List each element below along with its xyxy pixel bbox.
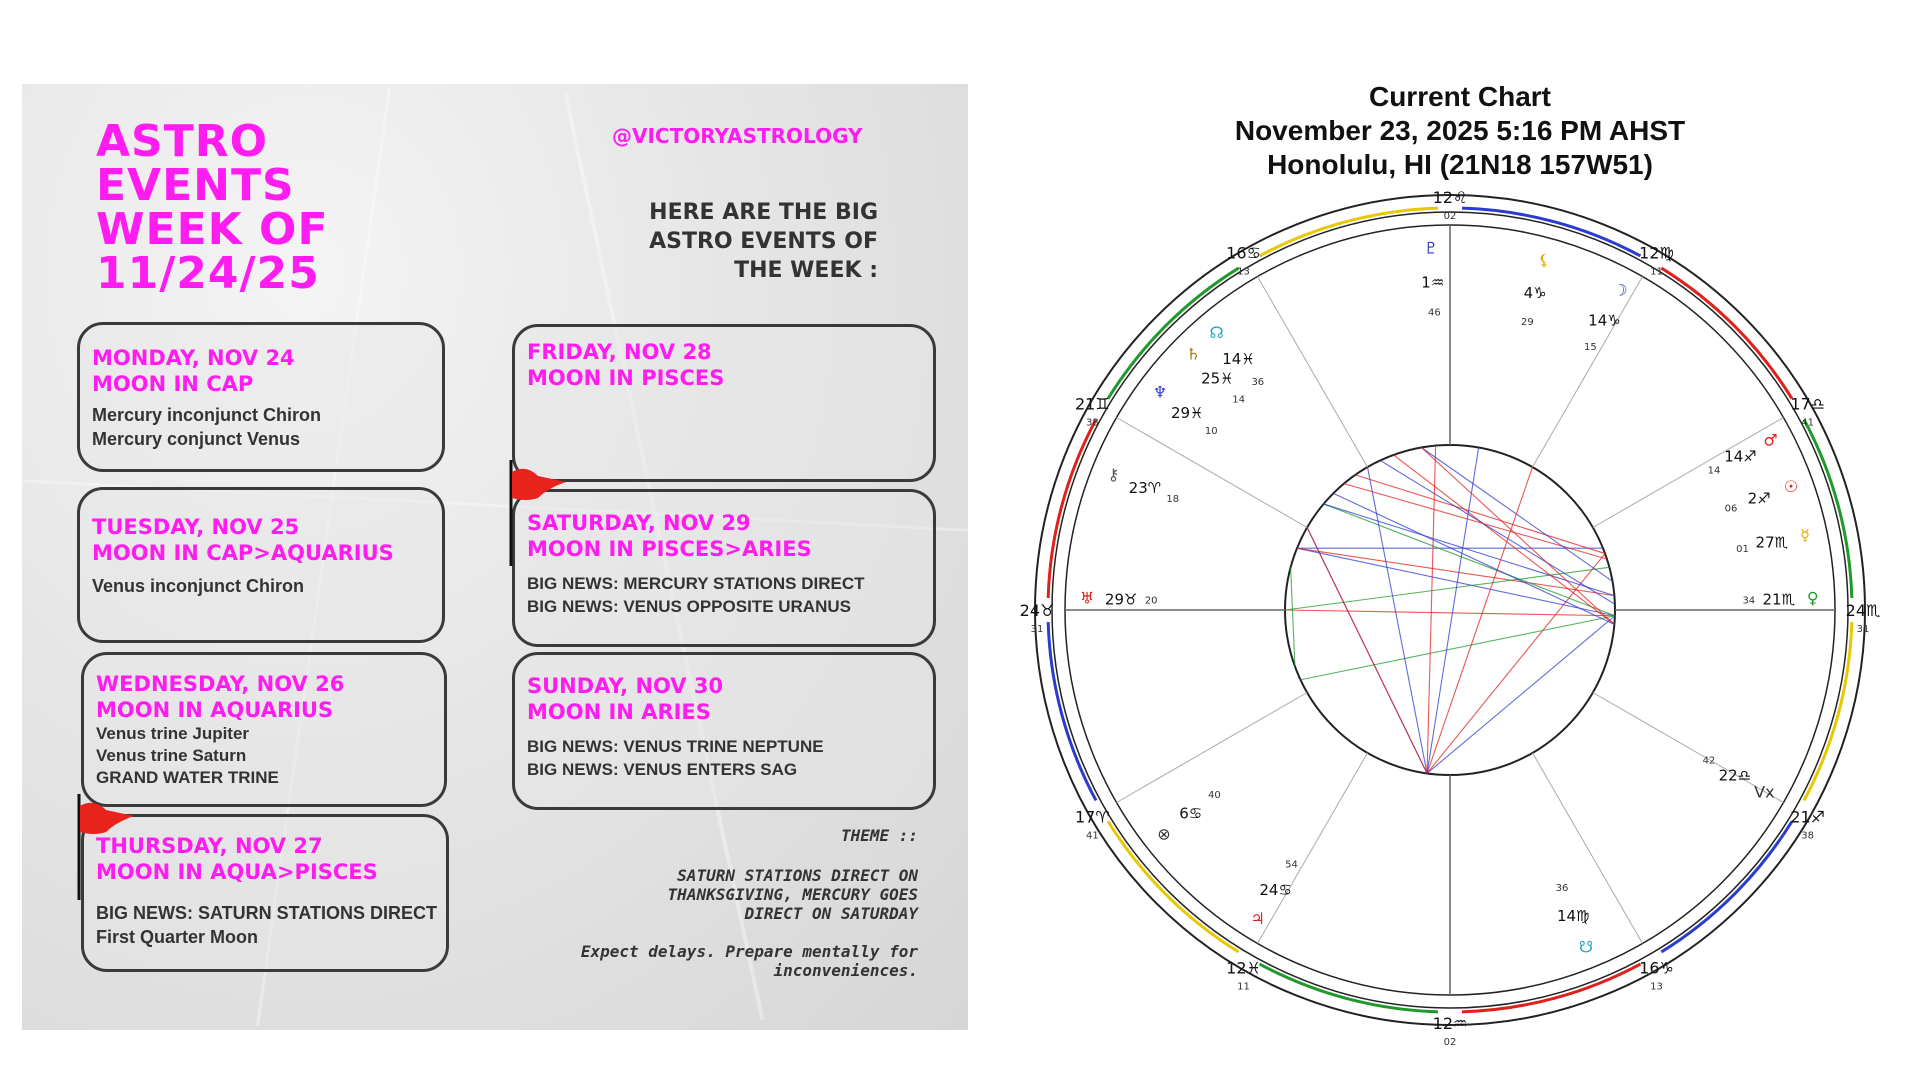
planet-minutes: 14 (1232, 394, 1245, 406)
house-cusp-line (1593, 418, 1784, 528)
planet-placement (1250, 860, 1297, 928)
planet-degree: 27♏ (1755, 533, 1789, 552)
planet-glyph-icon: ♀ (1806, 588, 1819, 608)
planet-minutes: 36 (1251, 376, 1265, 388)
theme-line: DIRECT ON SATURDAY (744, 904, 918, 923)
planet-placement (1108, 465, 1180, 505)
aspect-line (1355, 475, 1605, 554)
planet-placement (1556, 883, 1593, 956)
planet-placement (1725, 477, 1799, 515)
author-handle: @VICTORYASTROLOGY (612, 124, 863, 148)
planet-glyph-icon: ☽ (1613, 280, 1628, 300)
day-card-monday (77, 322, 445, 472)
chart-location: Honolulu, HI (21N18 157W51) (1267, 149, 1653, 180)
red-flag-icon (76, 792, 140, 902)
house-cusp-minutes: 41 (1085, 830, 1099, 842)
planet-minutes: 01 (1736, 543, 1749, 555)
day-card-wednesday (81, 652, 447, 807)
planet-placement (1584, 280, 1628, 353)
house-cusp-minutes: 31 (1030, 624, 1044, 635)
moon-sign: MOON IN PISCES (527, 366, 725, 390)
planet-glyph-icon: ⊗ (1157, 824, 1171, 844)
day-card-sunday (512, 652, 936, 810)
house-cusp-line (1258, 753, 1368, 944)
day-heading: SUNDAY, NOV 30 (527, 674, 724, 698)
planet-degree: 21♏ (1762, 590, 1796, 609)
planet-glyph-icon: ♃ (1250, 908, 1265, 928)
house-cusp-line (1533, 277, 1643, 468)
event-line: BIG NEWS: SATURN STATIONS DIRECT (96, 903, 437, 923)
day-heading: THURSDAY, NOV 27 (96, 834, 323, 858)
aspect-line (1333, 493, 1614, 624)
house-cusp-minutes: 41 (1801, 417, 1815, 429)
event-line: Mercury conjunct Venus (92, 429, 301, 449)
element-arc (1048, 622, 1096, 800)
planet-glyph-icon: ☿ (1800, 525, 1810, 545)
house-cusp-label: 12♓ (1226, 958, 1261, 978)
planet-minutes: 36 (1555, 883, 1569, 895)
element-arc (1661, 268, 1792, 399)
planet-placement (1421, 238, 1444, 318)
house-cusp-label: 16♋ (1226, 243, 1261, 263)
aspect-line (1421, 448, 1614, 625)
day-card-saturday (512, 489, 936, 647)
day-card-tuesday (77, 487, 445, 643)
house-cusp-line (1117, 693, 1308, 803)
element-arc (1804, 622, 1852, 800)
planet-glyph-icon: ☋ (1578, 937, 1594, 957)
event-line: Mercury inconjunct Chiron (92, 405, 322, 425)
element-arc (1661, 821, 1792, 952)
title-line: ASTRO (96, 116, 269, 167)
house-cusp-minutes: 02 (1443, 211, 1457, 222)
aspect-line (1427, 467, 1532, 773)
planet-degree: 2♐ (1747, 489, 1771, 508)
planet-minutes: 20 (1144, 595, 1158, 607)
note-line: inconveniences. (773, 961, 918, 980)
event-line: BIG NEWS: VENUS ENTERS SAG (527, 760, 798, 779)
day-heading: MONDAY, NOV 24 (92, 346, 295, 370)
aspect-line (1300, 616, 1614, 680)
house-cusp-label: 21♐ (1790, 807, 1826, 827)
house-cusp-minutes: 31 (1856, 624, 1870, 635)
planet-glyph-icon: ♅ (1080, 588, 1095, 608)
natal-chart-wheel (1019, 180, 1881, 1048)
house-cusp-minutes: 38 (1801, 830, 1815, 842)
house-cusp-label: 17♎ (1790, 394, 1826, 414)
house-cusp-label: 12♍ (1639, 243, 1674, 263)
day-heading: SATURDAY, NOV 29 (527, 511, 751, 535)
planet-degree: 24♋ (1259, 881, 1292, 900)
planet-minutes: 18 (1166, 493, 1180, 505)
planet-degree: 14♐ (1724, 447, 1757, 466)
house-cusp-line (1258, 277, 1368, 468)
title-line: 11/24/25 (96, 248, 320, 299)
theme-note (581, 942, 918, 980)
day-heading: TUESDAY, NOV 25 (92, 515, 300, 539)
title-line: EVENTS (96, 160, 295, 211)
planet-minutes: 46 (1427, 307, 1441, 319)
planet-glyph-icon: ☉ (1783, 476, 1799, 496)
planet-minutes: 06 (1724, 503, 1738, 515)
planet-glyph-icon: ♄ (1186, 344, 1201, 364)
planet-degree: 29♉ (1104, 590, 1138, 609)
event-line: Venus trine Saturn (96, 746, 247, 765)
aspect-line (1394, 455, 1615, 624)
element-arc (1108, 821, 1239, 952)
planet-degree: 22♎ (1718, 766, 1752, 785)
house-cusp-label: 12♌ (1432, 188, 1468, 207)
intro-text (618, 198, 878, 285)
intro-line: ASTRO EVENTS OF (649, 229, 878, 254)
house-cusp-label: 12♒ (1432, 1014, 1468, 1033)
house-cusp-label: 24♉ (1019, 601, 1055, 620)
theme-line: THANKSGIVING, MERCURY GOES (667, 885, 918, 904)
house-cusp-label: 16♑ (1639, 958, 1674, 978)
house-cusp-minutes: 11 (1237, 981, 1250, 993)
day-heading: WEDNESDAY, NOV 26 (96, 672, 345, 696)
planet-minutes: 15 (1584, 341, 1597, 353)
planet-glyph-icon: ♇ (1423, 238, 1439, 258)
planet-degree: 4♑ (1523, 284, 1547, 303)
flyer-title (96, 116, 329, 299)
planet-minutes: 14 (1707, 465, 1721, 477)
moon-sign: MOON IN AQUA>PISCES (96, 860, 378, 884)
aspect-circle (1285, 445, 1615, 775)
planet-placement (1157, 790, 1221, 843)
planet-minutes: 42 (1702, 755, 1716, 767)
element-arc (1462, 208, 1640, 256)
house-cusp-label: 21♊ (1074, 394, 1110, 414)
planet-degree: 14♑ (1588, 311, 1621, 330)
event-line: First Quarter Moon (96, 927, 259, 947)
planet-placement (1703, 756, 1775, 802)
planet-degree: 25♓ (1201, 369, 1234, 388)
note-line: Expect delays. Prepare mentally for (580, 942, 918, 961)
theme-label: THEME :: (840, 826, 918, 845)
planet-degree: 1♒ (1421, 273, 1445, 292)
moon-sign: MOON IN CAP>AQUARIUS (92, 541, 394, 565)
planet-placement (1708, 431, 1778, 477)
element-arc (1462, 964, 1640, 1012)
planet-degree: 14♓ (1222, 349, 1255, 368)
house-cusp-minutes: 02 (1443, 1037, 1457, 1048)
house-cusp-minutes: 13 (1237, 266, 1250, 278)
planet-degree: 6♋ (1179, 804, 1203, 823)
aspect-line (1427, 554, 1605, 774)
aspect-line (1427, 616, 1615, 774)
theme-text (668, 866, 918, 923)
intro-line: THE WEEK : (734, 258, 878, 283)
house-cusp-minutes: 11 (1650, 266, 1663, 278)
event-line: BIG NEWS: VENUS TRINE NEPTUNE (527, 737, 824, 756)
house-cusp-minutes: 13 (1650, 981, 1663, 993)
planet-placement (1153, 383, 1218, 438)
planet-glyph-icon: ♆ (1152, 382, 1168, 402)
planet-minutes: 40 (1208, 790, 1221, 802)
day-heading: FRIDAY, NOV 28 (527, 340, 712, 364)
element-arc (1260, 964, 1438, 1012)
planet-glyph-icon: ⚷ (1107, 465, 1120, 485)
title-line: WEEK OF (96, 204, 329, 255)
house-cusp-label: 17♈ (1074, 807, 1110, 827)
aspect-line (1324, 504, 1615, 596)
event-line: BIG NEWS: VENUS OPPOSITE URANUS (527, 597, 851, 616)
planet-glyph-icon: ⚸ (1538, 250, 1550, 270)
element-arc (1260, 208, 1438, 256)
event-line: Venus trine Jupiter (96, 724, 250, 743)
aspect-line (1285, 610, 1615, 616)
planet-degree: 29♓ (1170, 404, 1204, 423)
planet-placement (1080, 588, 1158, 608)
planet-minutes: 10 (1204, 426, 1218, 438)
moon-sign: MOON IN PISCES>ARIES (527, 537, 812, 561)
event-line: BIG NEWS: MERCURY STATIONS DIRECT (527, 574, 865, 593)
moon-sign: MOON IN AQUARIUS (96, 698, 334, 722)
planet-degree: 23♈ (1128, 478, 1162, 497)
chart-date: November 23, 2025 5:16 PM AHST (1234, 115, 1686, 146)
red-flag-icon (508, 458, 572, 568)
chart-title: Current Chart (1368, 81, 1551, 112)
moon-sign: MOON IN CAP (92, 372, 254, 396)
chart-heading (1170, 80, 1750, 182)
planet-placement (1742, 588, 1818, 608)
event-line: Venus inconjunct Chiron (92, 576, 305, 596)
planet-glyph-icon: Vx (1754, 782, 1775, 802)
house-cusp-minutes: 38 (1085, 417, 1099, 429)
house-cusp-label: 24♏ (1845, 601, 1881, 620)
intro-line: HERE ARE THE BIG (649, 200, 878, 225)
day-card-friday (512, 324, 936, 482)
astro-events-flyer (22, 84, 968, 1030)
planet-degree: 14♍ (1556, 907, 1590, 926)
planet-minutes: 34 (1742, 595, 1756, 607)
aspect-line (1285, 567, 1609, 610)
element-arc (1804, 420, 1852, 598)
planet-minutes: 29 (1521, 317, 1534, 329)
event-line: GRAND WATER TRINE (96, 768, 279, 787)
planet-placement (1736, 526, 1810, 555)
planet-placement (1521, 250, 1550, 328)
element-arc (1048, 420, 1096, 598)
planet-glyph-icon: ☊ (1209, 322, 1224, 342)
planet-minutes: 54 (1285, 859, 1298, 871)
planet-glyph-icon: ♂ (1763, 430, 1778, 450)
theme-line: SATURN STATIONS DIRECT ON (677, 866, 918, 885)
moon-sign: MOON IN ARIES (527, 700, 711, 724)
